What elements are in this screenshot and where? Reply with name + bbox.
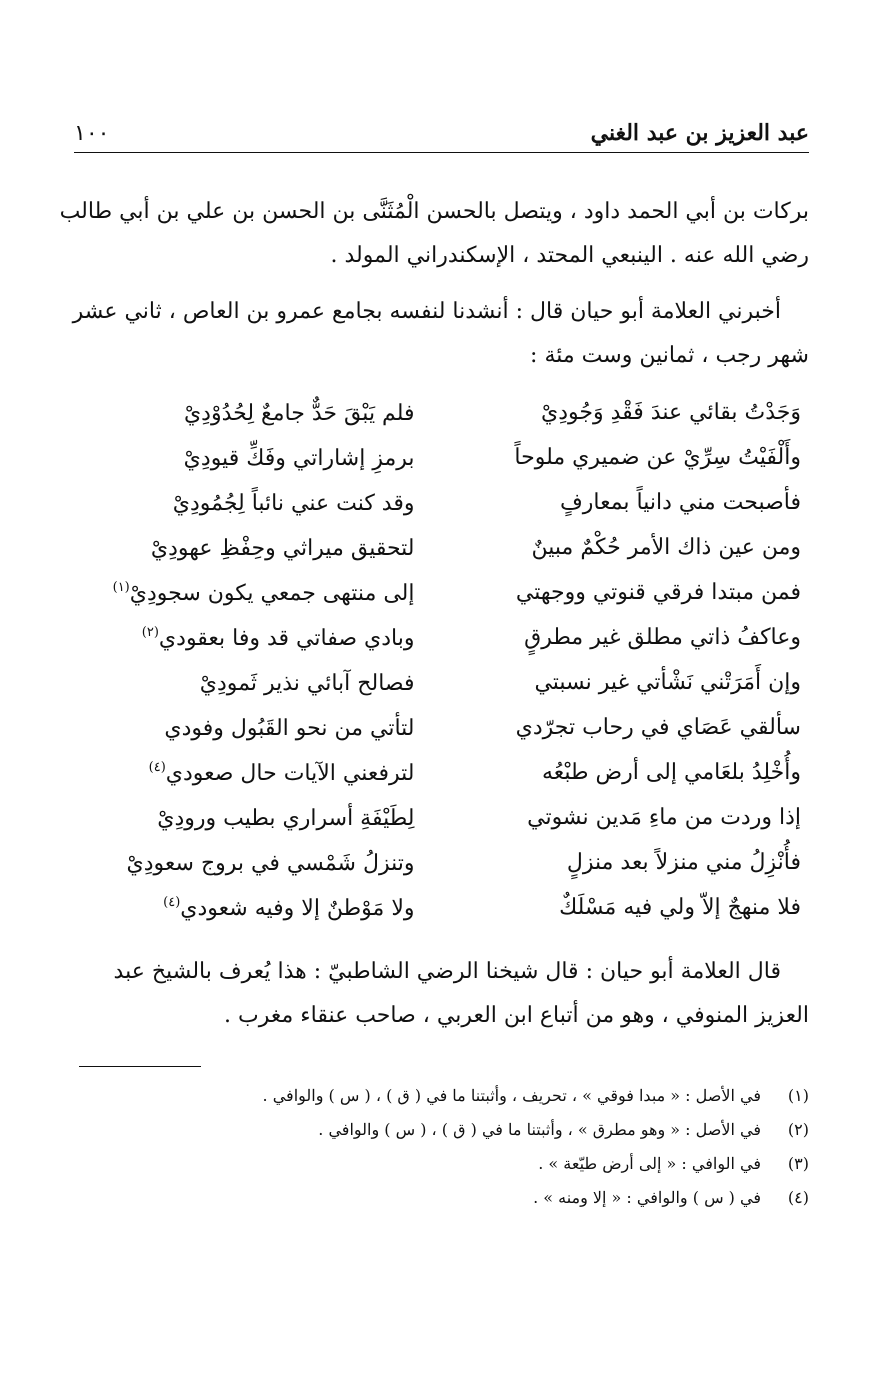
paragraph-line: العزيز المنوفي ، وهو من أتباع ابن العربي ، صاحب عنقاء مغرب . [224, 1003, 809, 1028]
verse-first-hemistich: وإن أَمَرَتْني نَشْأتي غير نسبتي [534, 670, 801, 695]
page-header [74, 112, 809, 153]
verse-first-hemistich: ومن عين ذاك الأمر حُكْمٌ مبينٌ [531, 535, 801, 560]
page-number: ١٠٠ [74, 121, 110, 146]
poem-verse [74, 750, 809, 795]
verse-second-hemistich [74, 895, 461, 921]
poem-verse [74, 615, 809, 660]
verse-first-hemistich: وَجَدْتُ بقائي عندَ فَقْدِ وَجُودِيْ [541, 400, 801, 425]
hemistich-text: لِطَيْفَةِ أسراري بطيب ورودِيْ [157, 805, 415, 831]
verse-second-hemistich [74, 670, 461, 696]
poem-verse [74, 705, 809, 750]
footnote [74, 1078, 809, 1112]
hemistich-text: وقد كنت عني نائباً لِجُمُودِيْ [172, 490, 415, 516]
verse-second-hemistich [74, 715, 461, 741]
poem-verse [74, 660, 809, 705]
poem-verse [74, 435, 809, 480]
footnote [74, 1146, 809, 1180]
footnote-marker: (٤) [148, 759, 166, 775]
paragraph-line: شهر رجب ، ثمانين وست مئة : [530, 343, 809, 368]
verse-first-hemistich: فأصبحت مني دانياً بمعارفٍ [559, 490, 801, 515]
poem-verse [74, 570, 809, 615]
verse-second-hemistich [74, 445, 461, 471]
verse-second-hemistich [74, 400, 461, 426]
verse-second-hemistich [74, 760, 461, 786]
paragraph-lineage [59, 190, 809, 278]
paragraph-attribution [74, 950, 809, 1038]
poem-verse [74, 480, 809, 525]
poem-verse [74, 795, 809, 840]
footnotes [74, 1078, 809, 1214]
verse-second-hemistich [74, 580, 461, 606]
footnote-marker: (١) [112, 579, 130, 595]
hemistich-text: لتحقيق ميراثي وحِفْظِ عهودِيْ [150, 535, 415, 561]
footnote-text: في الوافي : « إلى أرض طيّعة » . [538, 1153, 761, 1173]
verse-first-hemistich: وعاكفُ ذاتي مطلق غير مطرقٍ [524, 625, 801, 650]
verse-first-hemistich: وأُخْلِدُ بلعَامي إلى أرض طبْعُه [541, 760, 801, 785]
verse-second-hemistich [74, 535, 461, 561]
running-title: عبد العزيز بن عبد الغني [590, 120, 809, 146]
paragraph-line: أخبرني العلامة أبو حيان قال : أنشدنا لنفسه بجامع عمرو بن العاص ، ثاني عشر [72, 299, 781, 324]
verse-second-hemistich [74, 805, 461, 831]
footnote-number: (٣) [787, 1153, 809, 1173]
hemistich-text: فلم يَبْقَ حَدٌّ جامعٌ لِحُدُوْدِيْ [183, 400, 415, 426]
verse-first-hemistich: فأُنْزِلُ مني منزلاً بعد منزلٍ [566, 850, 801, 875]
poem [74, 390, 809, 930]
hemistich-text: لترفعني الآيات حال صعودي [165, 760, 415, 786]
hemistich-text: برمزِ إشاراتي وفَكِّ قيودِيْ [183, 445, 415, 471]
hemistich-text: ولا مَوْطنٌ إلا وفيه شعودي [180, 895, 415, 921]
footnote [74, 1180, 809, 1214]
verse-second-hemistich [74, 850, 461, 876]
verse-first-hemistich: وأَلْفَيْتُ سِرِّيْ عن ضميري ملوحاً [514, 445, 801, 470]
paragraph-line: قال العلامة أبو حيان : قال شيخنا الرضي الشاطبيّ : هذا يُعرف بالشيخ عبد [113, 959, 781, 984]
footnote-marker: (٢) [141, 624, 159, 640]
poem-verse [74, 885, 809, 930]
verse-second-hemistich [74, 490, 461, 516]
hemistich-text: وتنزلُ شَمْسي في بروج سعودِيْ [126, 850, 415, 876]
footnote-number: (٤) [787, 1187, 809, 1207]
verse-first-hemistich: فمن مبتدا فرقي قنوتي ووجهتي [515, 580, 801, 605]
verse-first-hemistich: إذا وردت من ماءِ مَدين نشوتي [527, 805, 801, 830]
footnote-separator [79, 1066, 201, 1067]
poem-verse [74, 840, 809, 885]
footnote [74, 1112, 809, 1146]
paragraph-line: بركات بن أبي الحمد داود ، ويتصل بالحسن الْمُثَنَّى بن الحسن بن علي بن أبي طالب [59, 199, 809, 224]
footnote-text: في الأصل : « مبدا فوقي » ، تحريف ، وأثبتنا ما في ( ق ) ، ( س ) والوافي . [262, 1085, 761, 1105]
footnote-text: في ( س ) والوافي : « إلا ومنه » . [533, 1187, 761, 1207]
hemistich-text: لتأتي من نحو القَبُول وفودي [164, 715, 415, 741]
footnote-number: (١) [787, 1085, 809, 1105]
poem-verse [74, 390, 809, 435]
verse-first-hemistich: سألقي عَصَاي في رحاب تجرّدي [515, 715, 801, 740]
verse-second-hemistich [74, 625, 461, 651]
hemistich-text: فصالح آبائي نذير ثَمودِيْ [199, 670, 415, 696]
paragraph-line: رضي الله عنه . الينبعي المحتد ، الإسكندراني المولد . [330, 243, 809, 268]
footnote-number: (٢) [787, 1119, 809, 1139]
verse-first-hemistich: فلا منهجٌ إلاّ ولي فيه مَسْلَكٌ [559, 895, 801, 920]
footnote-marker: (٤) [163, 894, 181, 910]
hemistich-text: وبادي صفاتي قد وفا بعقودي [158, 625, 415, 651]
poem-verse [74, 525, 809, 570]
footnote-text: في الأصل : « وهو مطرق » ، وأثبتنا ما في ( ق ) ، ( س ) والوافي . [318, 1119, 761, 1139]
paragraph-narration [74, 290, 809, 378]
hemistich-text: إلى منتهى جمعي يكون سجودِيْ [129, 580, 415, 606]
